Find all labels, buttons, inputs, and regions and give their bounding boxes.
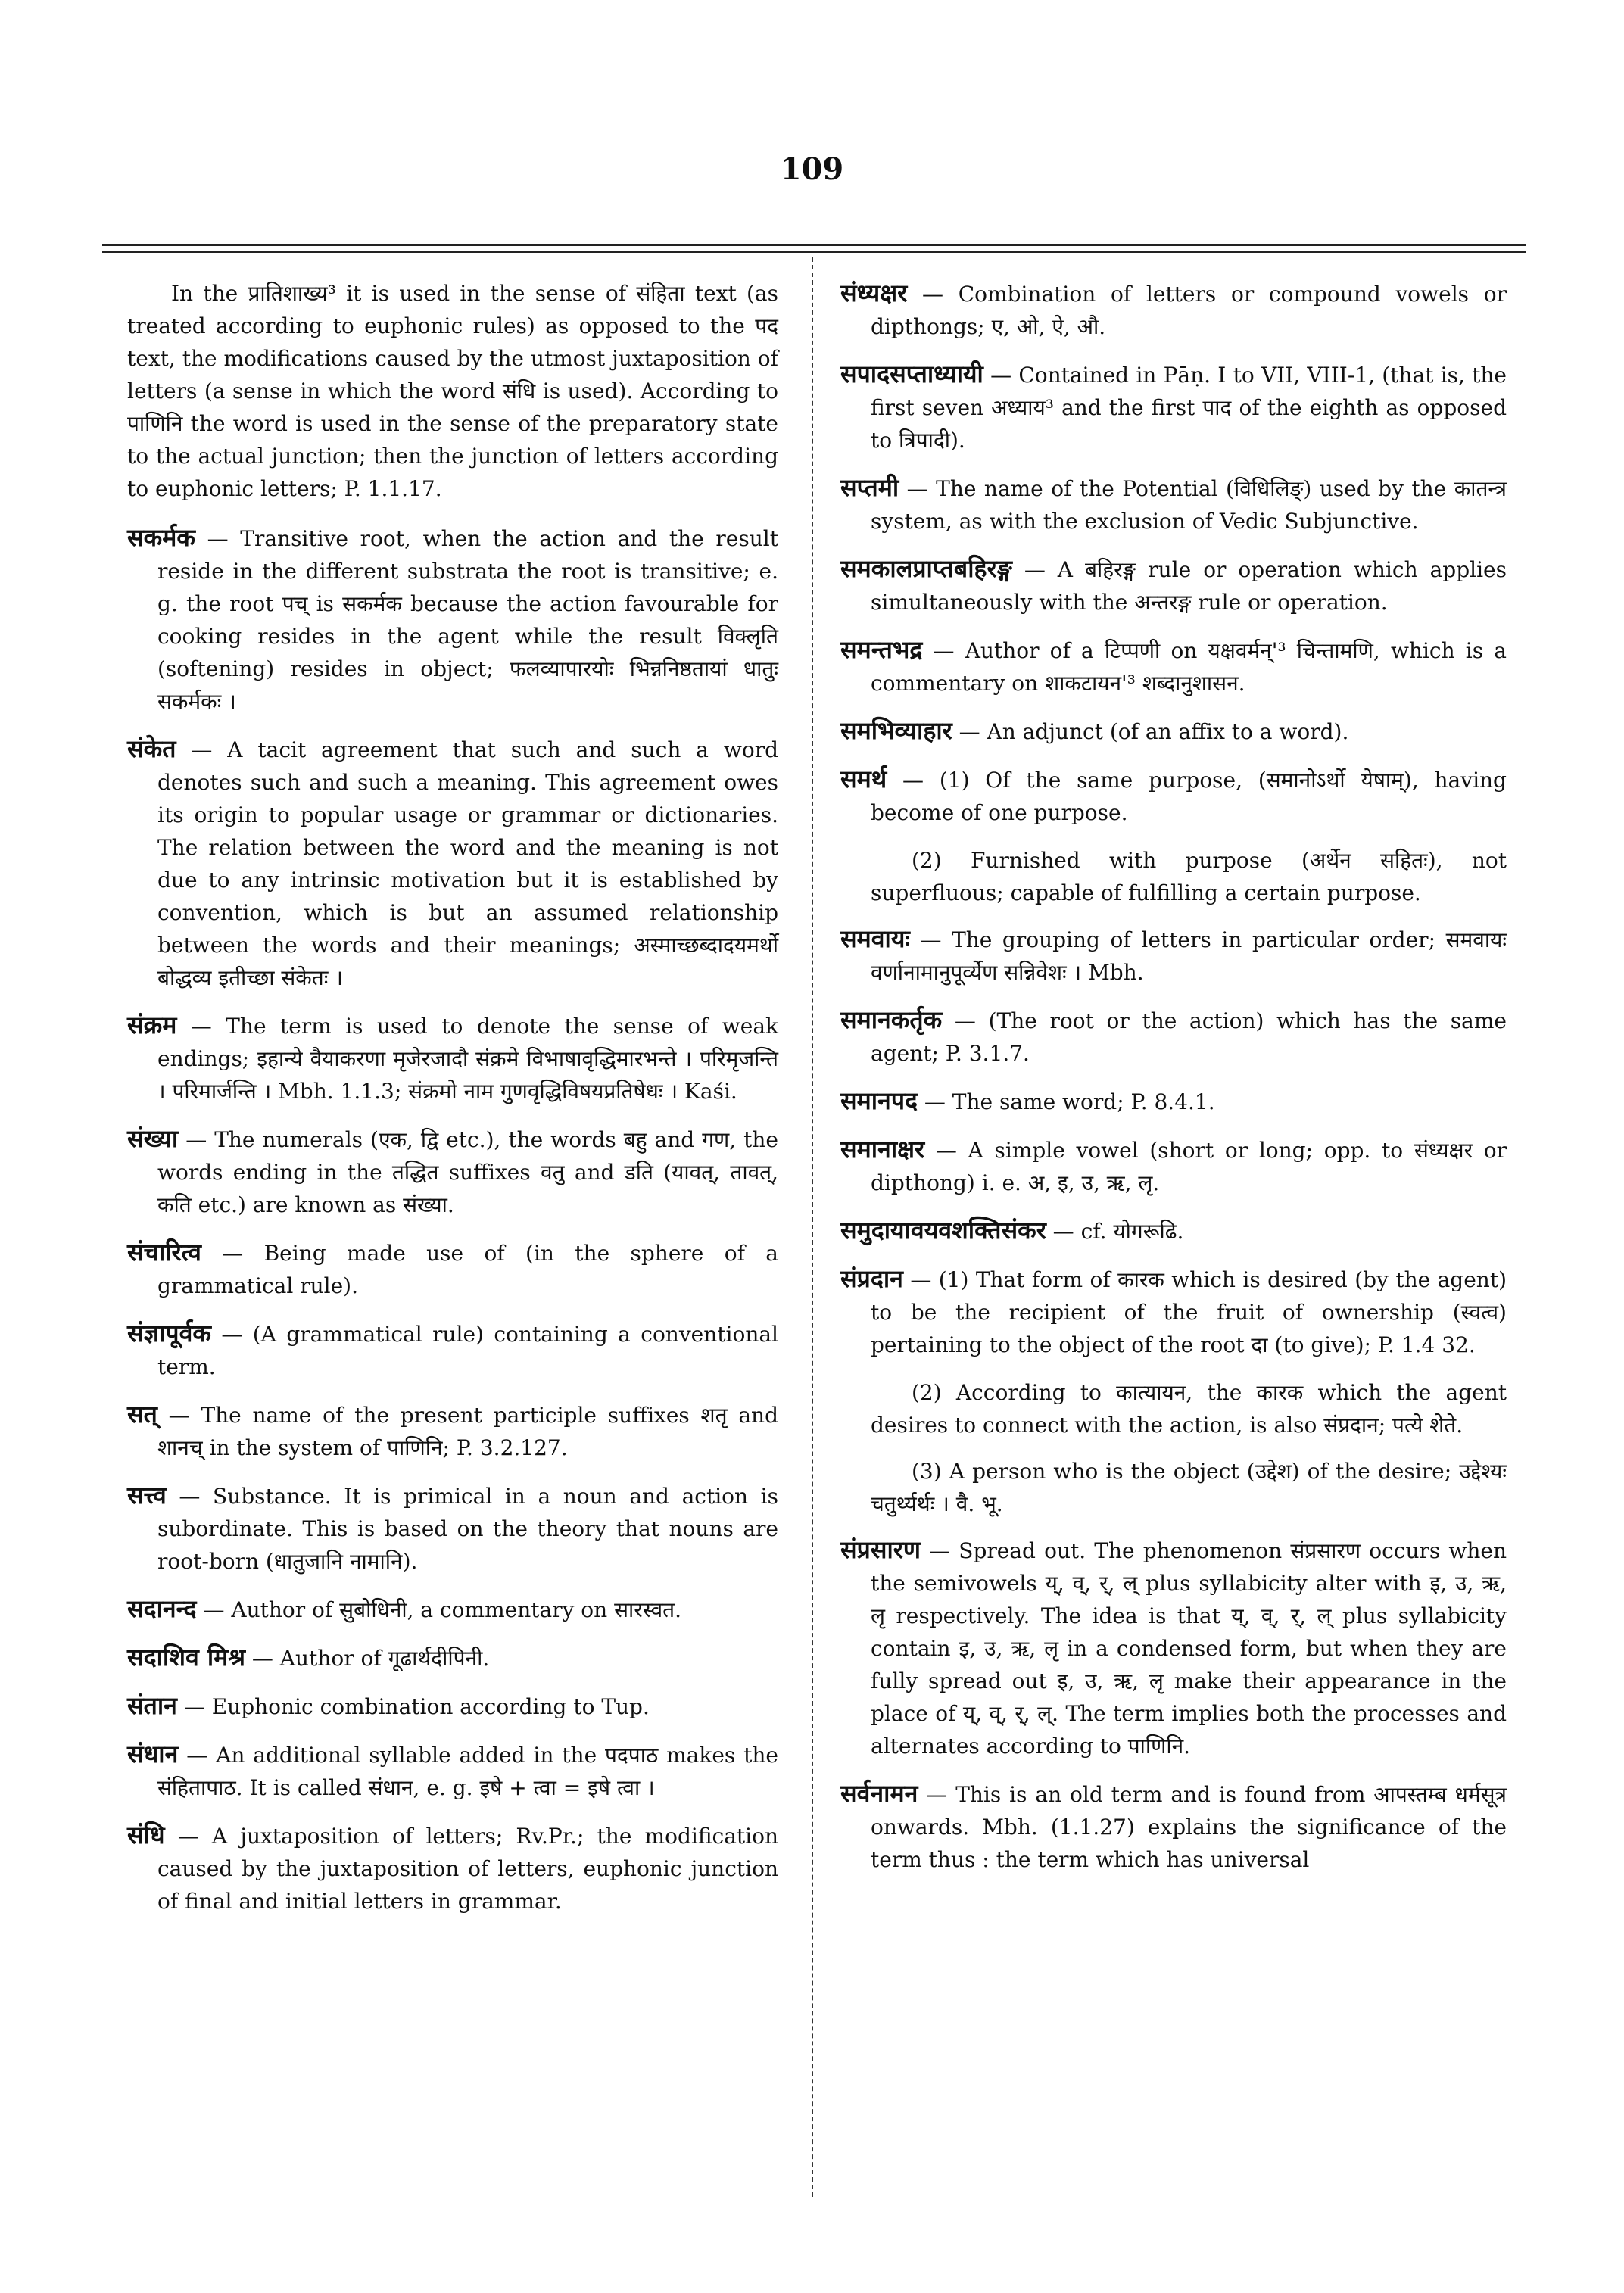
entry-definition: Contained in Pāṇ. I to VII, VIII-1, (that is, the first seven अध्याय³ and the first पाद of the eighth as opposed to त्रिपादी).: [871, 363, 1507, 453]
entry-headword: समवायः: [840, 924, 910, 953]
entry-definition: A tacit agreement that such and such a word denotes such and such a meaning. This agreement owes its origin to popular usage or grammar or dictionaries. The relation between the word and the meaning is not due to any intrinsic motivation but it is established by convention, which is but an assumed relationship between the words and their meanings; अस्माच्छब्दादयमर्थो बोद्धव्य इतीच्छा संकेतः ।: [157, 737, 779, 990]
entry-headword: समकालप्राप्तबहिरङ्ग: [840, 554, 1012, 583]
entry-dash: —: [917, 1089, 952, 1114]
entry-definition: (2) According to कात्यायन, the कारक which the agent desires to connect with the action, is also संप्रदान; पत्ये शेते.: [871, 1380, 1507, 1438]
entry-dash: —: [902, 1267, 939, 1292]
entry-dash: —: [157, 1403, 201, 1428]
entry-definition: Transitive root, when the action and the result reside in the different substrata the root is transitive; e. g. the root पच् is सकर्मक because the action favourable for cooking resides in the agent while the result विक्लृति (softening) resides in object; फलव्यापारयोः भिन्ननिष्ठतायां धातुः सकर्मकः ।: [157, 526, 778, 714]
entry-dash: —: [924, 1138, 968, 1163]
dictionary-entry: [840, 1376, 1507, 1441]
dictionary-entry: [127, 1236, 778, 1302]
entry-definition: (2) Furnished with purpose (अर्थेन सहितः), not superfluous; capable of fulfilling a certain purpose.: [871, 848, 1507, 905]
entry-definition: The same word; P. 8.4.1.: [952, 1089, 1215, 1114]
entry-dash: —: [245, 1646, 280, 1671]
entry-headword: संधान: [127, 1740, 179, 1768]
dictionary-entry: [840, 1777, 1507, 1876]
entry-definition: The numerals (एक, द्वि etc.), the words बहु and गण, the words ending in the तद्धित suffixes वतु and डति (यावत्, तावत्, कति etc.) are known as संख्या.: [157, 1127, 778, 1217]
dictionary-entry: [840, 1133, 1507, 1199]
dictionary-entry: [840, 634, 1507, 699]
dictionary-entry: [840, 1263, 1507, 1361]
entry-definition: Being made use of (in the sphere of a grammatical rule).: [157, 1241, 778, 1298]
entry-headword: सत्: [127, 1400, 157, 1428]
entry-headword: संकेत: [127, 734, 176, 763]
entry-definition: Author of a टिप्पणी on यक्षवर्मन्'³ चिन्तामणि, which is a commentary on शाकटायन'³ शब्दानुशासन.: [871, 638, 1507, 696]
entry-dash: —: [196, 1597, 232, 1622]
entry-headword: समन्तभद्र: [840, 635, 923, 664]
dictionary-entry: [840, 358, 1507, 456]
entry-headword: समुदायावयवशक्तिसंकर: [840, 1216, 1046, 1245]
entry-headword: संख्या: [127, 1124, 179, 1153]
dictionary-entry: [840, 1004, 1507, 1070]
entry-headword: समानाक्षर: [840, 1135, 925, 1164]
entry-dash: —: [210, 1322, 253, 1347]
entry-dash: —: [899, 476, 937, 501]
entry-dash: —: [178, 1127, 215, 1152]
dictionary-entry: [127, 1317, 778, 1383]
entry-definition: An adjunct (of an affix to a word).: [987, 719, 1349, 744]
dictionary-entry: [840, 1214, 1507, 1248]
entry-headword: संक्रम: [127, 1011, 177, 1039]
entry-dash: —: [920, 1538, 959, 1563]
dictionary-entry: [840, 472, 1507, 537]
entry-headword: संप्रदान: [840, 1264, 903, 1293]
dictionary-entry: [840, 763, 1507, 829]
entry-headword: सत्त्व: [127, 1481, 167, 1509]
right-column: [840, 277, 1507, 1891]
entry-dash: —: [176, 1694, 212, 1719]
entry-dash: —: [176, 737, 228, 762]
left-column: [127, 277, 778, 1933]
entry-dash: —: [176, 1014, 226, 1039]
entry-definition: (1) Of the same purpose, (समानोऽर्थो येषाम्), having become of one purpose.: [871, 768, 1507, 825]
entry-headword: समर्थ: [840, 765, 887, 793]
dictionary-entry: [840, 1534, 1507, 1762]
header-rule-secondary: [102, 251, 1526, 253]
page-number: 109: [780, 151, 844, 187]
entry-headword: संचारित्व: [127, 1238, 201, 1266]
entry-dash: —: [983, 363, 1019, 388]
entry-headword: समभिव्याहार: [840, 716, 952, 745]
dictionary-entry: [127, 522, 778, 718]
entry-headword: संध्यक्षर: [840, 279, 908, 307]
entry-definition: The name of the present participle suffixes शतृ and शानच् in the system of पाणिनि; P. 3.2.127.: [157, 1403, 778, 1460]
entry-definition: Combination of letters or compound vowels or dipthongs; ए, ओ, ऐ, औ.: [871, 282, 1507, 339]
dictionary-entry: [127, 733, 778, 994]
dictionary-entry: [127, 1593, 778, 1626]
dictionary-entry: [840, 1085, 1507, 1118]
entry-definition: Euphonic combination according to Tup.: [211, 1694, 650, 1719]
header-rule: [102, 244, 1526, 246]
entry-definition: This is an old term and is found from आपस्तम्ब धर्मसूत्र onwards. Mbh. (1.1.27) explains the significance of the term thus : the term which has universal: [871, 1782, 1507, 1872]
entry-headword: सदानन्द: [127, 1594, 197, 1623]
entry-headword: संधि: [127, 1821, 165, 1849]
entry-definition: The name of the Potential (विधिलिङ्) used by the कातन्त्र system, as with the exclusion of Vedic Subjunctive.: [871, 476, 1507, 534]
entry-definition: Author of सुबोधिनी, a commentary on सारस्वत.: [231, 1597, 682, 1622]
entry-headword: संप्रसारण: [840, 1535, 921, 1564]
dictionary-entry: [127, 1123, 778, 1221]
entry-definition: (A grammatical rule) containing a conventional term.: [157, 1322, 778, 1379]
dictionary-entry: [840, 844, 1507, 909]
entry-definition: The grouping of letters in particular order; समवायः वर्णानामानुपूर्व्येण सन्निवेशः । Mbh.: [871, 927, 1507, 985]
entry-headword: सपादसप्ताध्यायी: [840, 360, 983, 388]
entry-definition: Spread out. The phenomenon संप्रसारण occurs when the semivowels य्, व्, र्, ल् plus syllabicity alter with इ, उ, ऋ, लृ respectively. The idea is that य्, व्, र्, ल् plus syllabicity contain इ, उ, ऋ, लृ in a condensed form, but when they are fully spread out इ, उ, ऋ, लृ make their appearance in the place of य्, व्, र्, ल्. The term implies both the processes and alternates according to पाणिनि.: [871, 1538, 1507, 1759]
entry-headword: समानपद: [840, 1086, 918, 1115]
entry-definition: The term is used to denote the sense of weak endings; इहान्ये वैयाकरणा मृजेरजादौ संक्रमे विभाषावृद्धिमारभन्ते । परिमृजन्ति । परिमार्जन्ति । Mbh. 1.1.3; संक्रमो नाम गुणवृद्धिविषयप्रतिषेधः । Kaśi.: [157, 1014, 778, 1104]
entry-definition: A juxtaposition of letters; Rv.Pr.; the modification caused by the juxtaposition of letters, euphonic junction of final and initial letters in grammar.: [157, 1824, 778, 1914]
entry-dash: —: [952, 719, 987, 744]
entry-headword: सकर्मक: [127, 523, 195, 552]
dictionary-entry: [840, 1455, 1507, 1520]
dictionary-entry: [127, 1738, 778, 1804]
entry-headword: संज्ञापूर्वक: [127, 1319, 211, 1347]
entry-definition: An additional syllable added in the पदपाठ makes the संहितापाठ. It is called संधान, e. g. इषे + त्वा = इषे त्वा ।: [157, 1743, 778, 1800]
entry-dash: —: [887, 768, 940, 793]
entry-headword: समानकर्तृक: [840, 1005, 943, 1034]
entry-dash: —: [201, 1241, 264, 1266]
entry-dash: —: [922, 638, 965, 663]
entry-dash: —: [907, 282, 959, 307]
entry-dash: —: [195, 526, 241, 551]
entry-definition: (The root or the action) which has the same agent; P. 3.1.7.: [871, 1008, 1507, 1066]
entry-dash: —: [166, 1484, 214, 1509]
entry-dash: —: [1011, 557, 1058, 582]
entry-dash: —: [164, 1824, 212, 1849]
entry-headword: सप्तमी: [840, 473, 899, 502]
entry-definition: A simple vowel (short or long; opp. to संध्यक्षर or dipthong) i. e. अ, इ, उ, ऋ, लृ.: [871, 1138, 1507, 1195]
dictionary-entry: [127, 277, 778, 505]
entry-definition: (3) A person who is the object (उद्देश) of the desire; उद्देश्यः चतुर्थ्यर्थः । वै. भू.: [871, 1459, 1507, 1516]
entry-dash: —: [1046, 1219, 1081, 1244]
dictionary-entry: [127, 1819, 778, 1918]
dictionary-entry: [127, 1641, 778, 1675]
entry-dash: —: [178, 1743, 217, 1768]
entry-definition: cf. योगरूढि.: [1080, 1219, 1184, 1244]
entry-headword: सर्वनामन: [840, 1779, 918, 1808]
entry-dash: —: [909, 927, 952, 952]
entry-definition: A बहिरङ्ग rule or operation which applies simultaneously with the अन्तरङ्ग rule or operation.: [871, 557, 1507, 615]
dictionary-entry: [840, 553, 1507, 618]
column-divider: [812, 257, 813, 2197]
dictionary-entry: [840, 715, 1507, 748]
dictionary-entry: [127, 1479, 778, 1578]
dictionary-entry: [127, 1009, 778, 1108]
dictionary-entry: [127, 1690, 778, 1723]
entry-definition: Author of गूढार्थदीपिनी.: [279, 1646, 490, 1671]
dictionary-entry: [840, 923, 1507, 989]
entry-headword: संतान: [127, 1691, 177, 1720]
dictionary-entry: [840, 277, 1507, 343]
entry-dash: —: [918, 1782, 956, 1807]
entry-definition: In the प्रातिशाख्य³ it is used in the sense of संहिता text (as treated according to euphonic rules) as opposed to the पद text, the modifications caused by the utmost juxtaposition of letters (a sense in which the word संधि is used). According to पाणिनि the word is used in the sense of the preparatory state to the actual junction; then the junction of letters according to euphonic letters; P. 1.1.17.: [127, 281, 778, 501]
entry-definition: (1) That form of कारक which is desired (by the agent) to be the recipient of the fruit of ownership (स्वत्व) pertaining to the object of the root दा (to give); P. 1.4 32.: [871, 1267, 1507, 1357]
entry-dash: —: [942, 1008, 989, 1033]
dictionary-entry: [127, 1398, 778, 1464]
entry-definition: Substance. It is primical in a noun and action is subordinate. This is based on the theory that nouns are root-born (धातुजानि नामानि).: [157, 1484, 778, 1574]
entry-headword: सदाशिव मिश्र: [127, 1643, 245, 1671]
